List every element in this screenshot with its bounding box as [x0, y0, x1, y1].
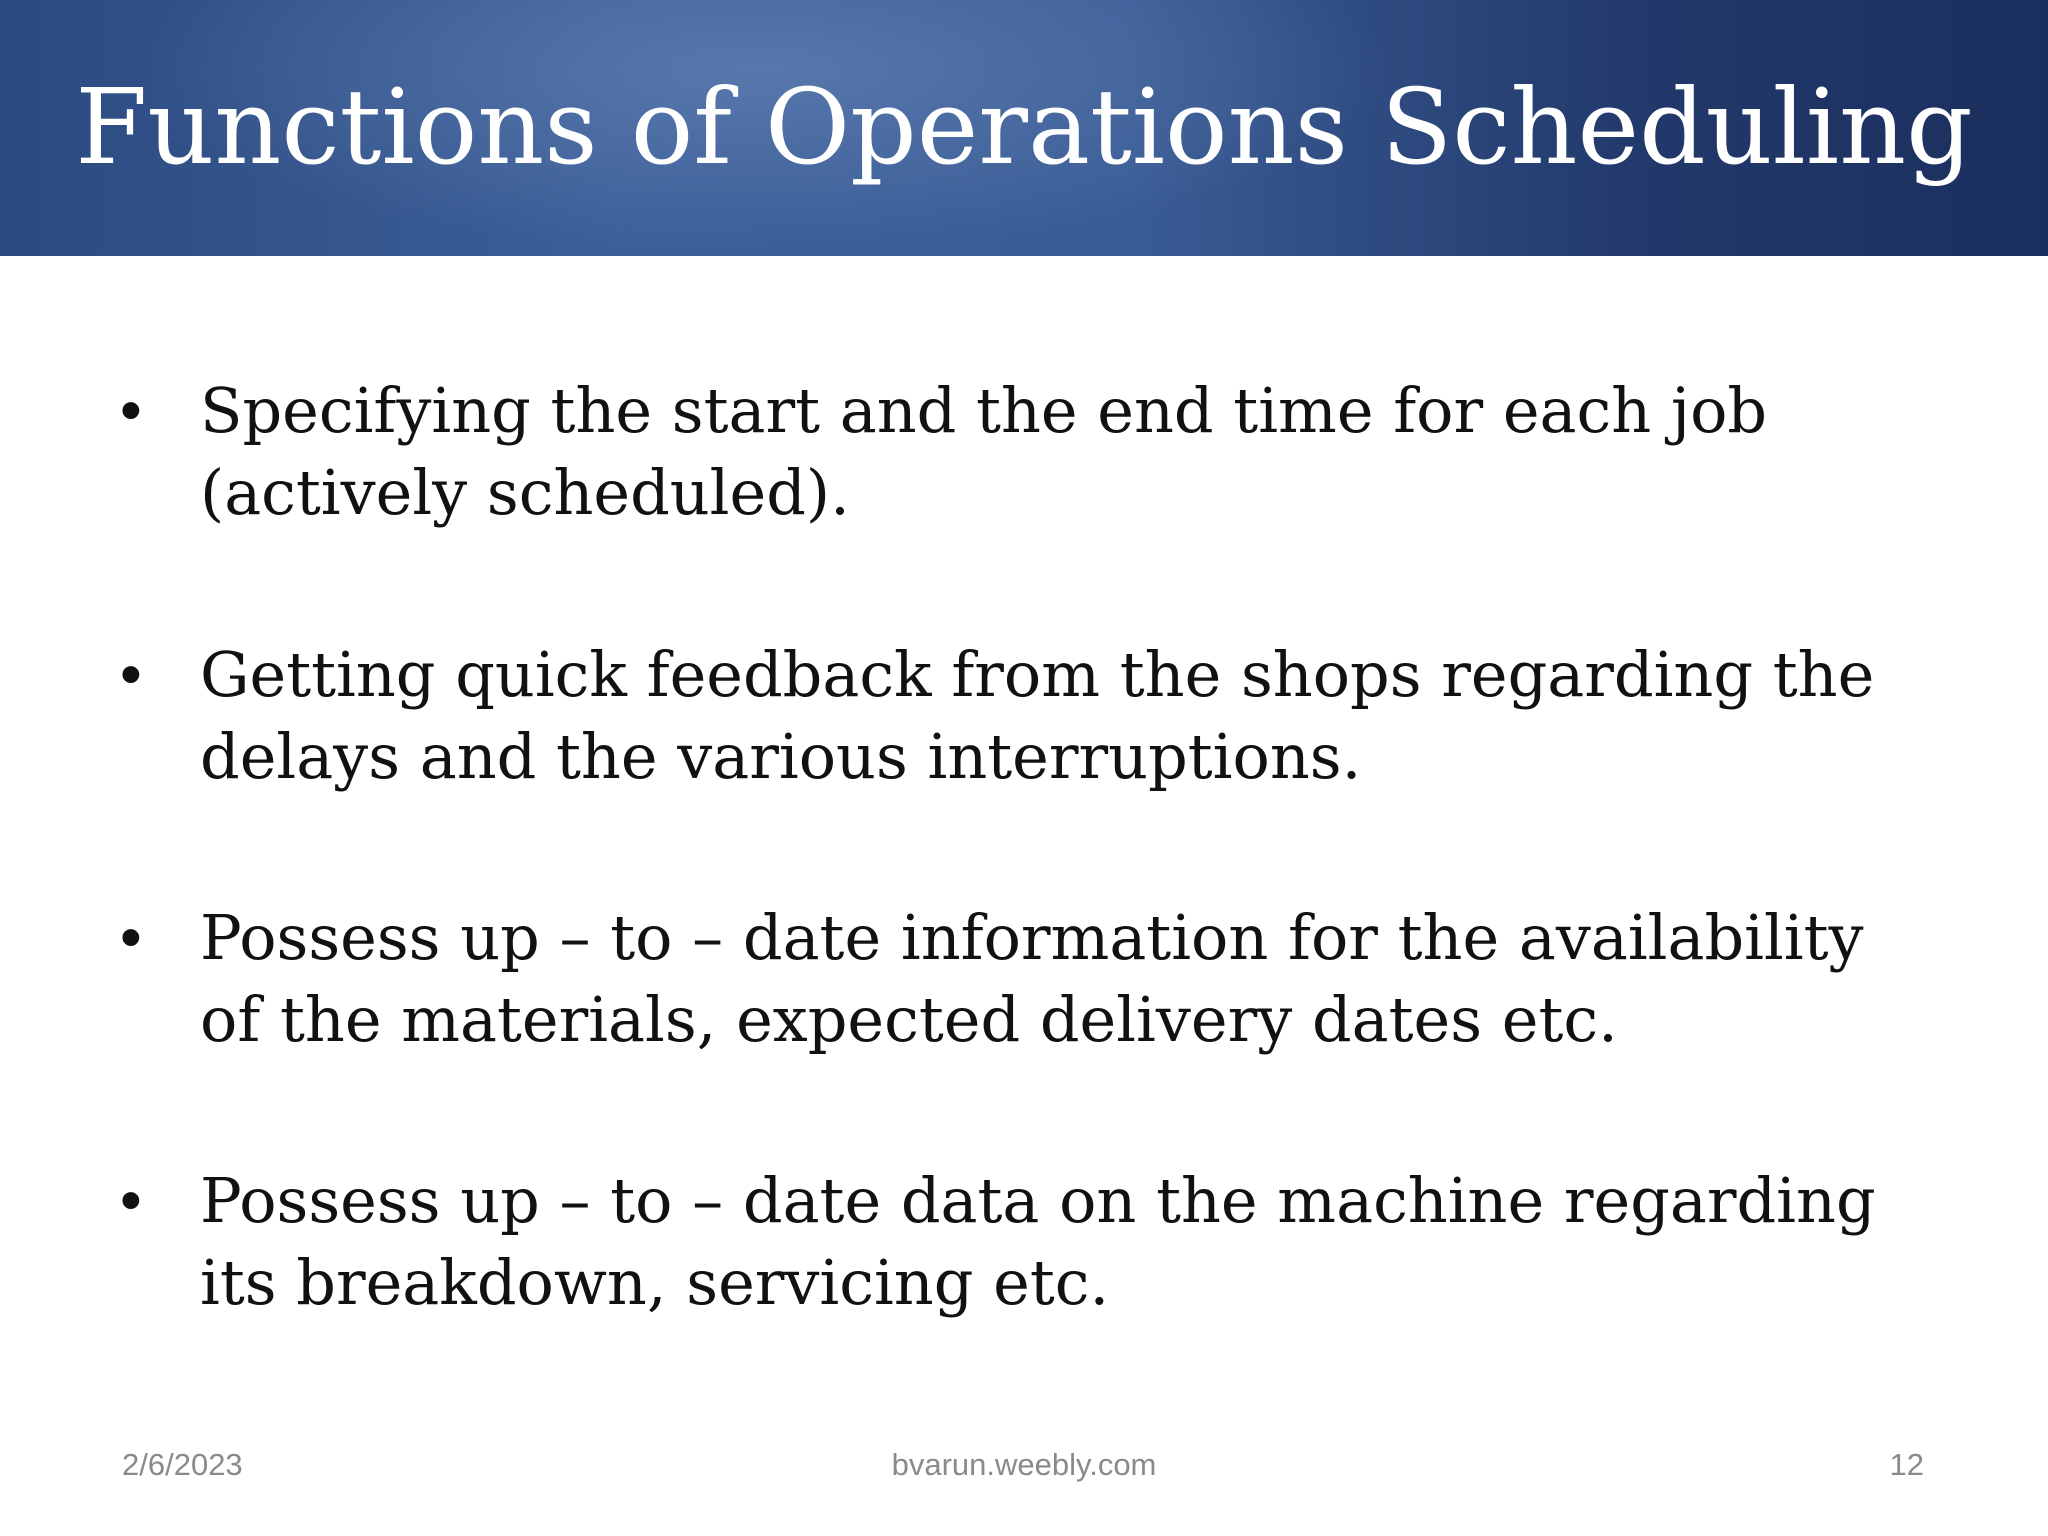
bullet-text: Getting quick feedback from the shops regarding the delays and the various interruptions. — [200, 638, 1875, 793]
bullet-marker: • — [120, 903, 142, 972]
bullet-text: Possess up – to – date information for the availability of the materials, expected delivery dates etc. — [200, 901, 1864, 1056]
bullet-marker: • — [120, 640, 142, 709]
footer-website: bvarun.weebly.com — [891, 1447, 1157, 1482]
bullet-text: Specifying the start and the end time for each job (actively scheduled). — [200, 374, 1768, 529]
bullet-text: Possess up – to – date data on the machine regarding its breakdown, servicing etc. — [200, 1164, 1876, 1319]
footer-date: 2/6/2023 — [122, 1447, 243, 1482]
slide-number: 12 — [1889, 1447, 1924, 1482]
bullet-marker: • — [120, 1166, 142, 1235]
slide-title: Functions of Operations Scheduling — [75, 66, 1973, 188]
bullet-marker: • — [120, 376, 142, 445]
